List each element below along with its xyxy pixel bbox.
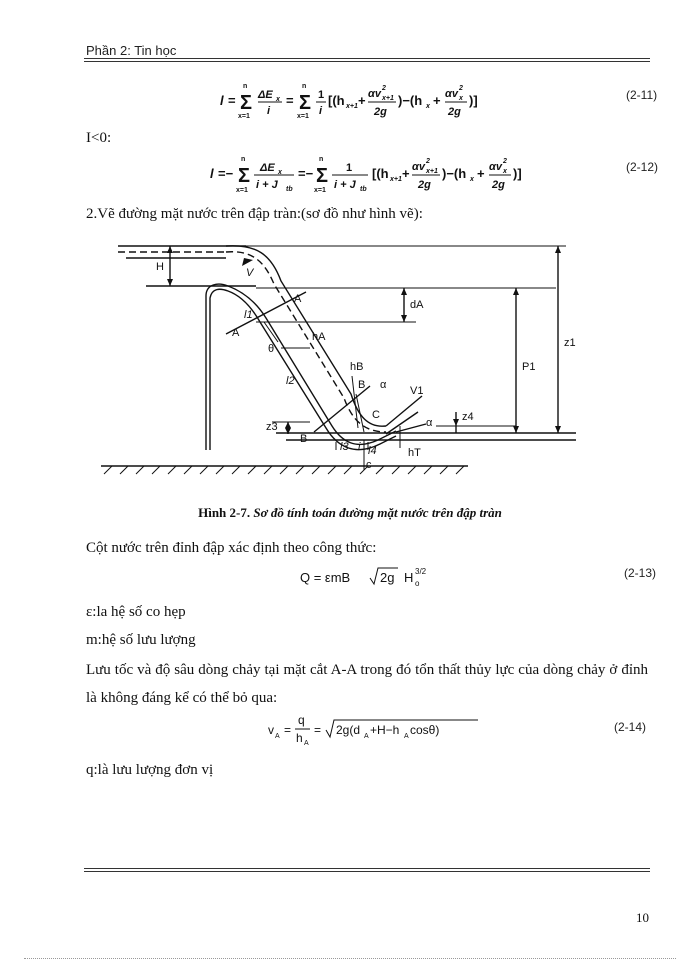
- label-z3: z3: [266, 421, 278, 433]
- svg-text:A: A: [304, 740, 309, 747]
- svg-text:n: n: [302, 83, 307, 90]
- footer-rule-2: [84, 871, 650, 872]
- definition-epsilon: ε:la hệ số co hẹp: [86, 604, 186, 620]
- svg-text:2g: 2g: [492, 179, 505, 191]
- svg-text:n: n: [319, 156, 324, 163]
- page-bottom-dotted-line: [24, 958, 676, 959]
- definition-q: q:là lưu lượng đơn vị: [86, 762, 214, 778]
- label-z1: z1: [564, 337, 576, 349]
- svg-text:+: +: [402, 166, 410, 181]
- label-hT: hT: [408, 447, 421, 459]
- label-B-top: B: [358, 379, 366, 391]
- equation-number-2-12: (2-12): [626, 160, 659, 174]
- header-rule-2: [84, 61, 650, 62]
- svg-text:l: l: [210, 166, 214, 181]
- svg-text:n: n: [243, 83, 248, 90]
- svg-text:x: x: [459, 95, 463, 102]
- svg-text:ΔE: ΔE: [260, 162, 275, 174]
- svg-text:x=1: x=1: [238, 113, 250, 120]
- svg-text:x+1: x+1: [382, 95, 394, 102]
- paragraph-velocity: Lưu tốc và độ sâu dòng chảy tại mặt cắt A-A trong đó tổn thất thủy lực của dòng chảy ở đỉnh là không đáng kể có thể bỏ qua:: [86, 662, 648, 706]
- label-dA: dA: [410, 299, 424, 311]
- svg-text:=−: =−: [298, 166, 314, 181]
- svg-text:Σ: Σ: [238, 165, 251, 187]
- label-alpha-right: α: [426, 417, 433, 429]
- svg-text:2g: 2g: [448, 106, 461, 118]
- running-header: Phần 2: Tin học: [86, 43, 177, 58]
- spillway-diagram: [96, 236, 596, 490]
- equation-number-2-13: (2-13): [624, 566, 657, 580]
- svg-text:q: q: [298, 713, 305, 727]
- label-V1: V1: [410, 385, 424, 397]
- svg-text:[(h: [(h: [328, 93, 345, 108]
- figure-caption: [0, 505, 700, 521]
- svg-text:αv: αv: [412, 161, 425, 173]
- svg-text:+: +: [358, 93, 366, 108]
- svg-text:+: +: [477, 166, 485, 181]
- svg-text:h: h: [296, 731, 303, 745]
- svg-text:i + J: i + J: [256, 179, 278, 191]
- svg-text:[(h: [(h: [372, 166, 389, 181]
- svg-text:ΔE: ΔE: [258, 89, 273, 101]
- svg-text:x=1: x=1: [236, 187, 248, 194]
- svg-text:tb: tb: [286, 186, 293, 193]
- svg-text:x+1: x+1: [390, 176, 402, 183]
- svg-text:)]: )]: [513, 166, 522, 181]
- svg-text:x+1: x+1: [346, 103, 358, 110]
- svg-text:Σ: Σ: [316, 165, 329, 187]
- svg-text:+H−h: +H−h: [370, 723, 400, 737]
- svg-text:x: x: [426, 103, 430, 110]
- equation-number-2-11: (2-11): [626, 88, 658, 102]
- header-rule: [84, 58, 650, 59]
- label-l3: l3: [340, 441, 349, 453]
- svg-text:Q = εmB: Q = εmB: [300, 570, 351, 585]
- svg-text:2: 2: [459, 85, 463, 92]
- svg-text:=: =: [228, 93, 236, 108]
- svg-text:x+1: x+1: [426, 168, 438, 175]
- svg-text:=: =: [314, 723, 322, 737]
- svg-text:2: 2: [382, 85, 386, 92]
- equation-2-14: [268, 710, 488, 750]
- svg-text:i: i: [267, 105, 271, 117]
- label-l1: l1: [244, 309, 253, 321]
- equation-2-12: [210, 150, 530, 198]
- svg-text:i + J: i + J: [334, 179, 356, 191]
- label-alpha-top: α: [380, 379, 387, 391]
- definition-m: m:hệ số lưu lượng: [86, 632, 196, 648]
- svg-text:)]: )]: [469, 93, 478, 108]
- label-hA: hA: [312, 331, 326, 343]
- svg-text:i: i: [319, 105, 323, 117]
- svg-text:1: 1: [318, 89, 325, 101]
- svg-text:2g: 2g: [374, 106, 387, 118]
- equation-number-2-14: (2-14): [614, 720, 647, 734]
- svg-text:2g(d: 2g(d: [336, 723, 361, 737]
- svg-text:=: =: [284, 723, 292, 737]
- footer-rule: [84, 868, 650, 869]
- svg-text:A: A: [404, 733, 409, 740]
- svg-text:x: x: [470, 176, 474, 183]
- svg-text:x: x: [276, 96, 280, 103]
- label-A-top: A: [294, 293, 302, 305]
- page-number: 10: [636, 910, 649, 925]
- svg-text:)−(h: )−(h: [442, 166, 467, 181]
- label-P1: P1: [522, 361, 536, 373]
- equation-2-11: [220, 78, 520, 124]
- label-C-top: C: [372, 409, 380, 421]
- label-z4: z4: [462, 411, 474, 423]
- svg-text:αv: αv: [368, 88, 381, 100]
- label-theta: θ: [268, 343, 275, 355]
- svg-text:cosθ): cosθ): [410, 723, 440, 737]
- svg-text:tb: tb: [360, 186, 367, 193]
- label-l4: l4: [368, 445, 377, 457]
- svg-text:=: =: [286, 93, 294, 108]
- label-i: i: [358, 441, 361, 453]
- svg-text:o: o: [415, 579, 420, 588]
- caption-prefix: Hình 2-7.: [198, 505, 251, 520]
- label-B-bottom: B: [300, 433, 308, 445]
- label-hB: hB: [350, 361, 364, 373]
- svg-text:A: A: [364, 733, 369, 740]
- label-H: H: [156, 261, 164, 273]
- svg-text:αv: αv: [445, 88, 458, 100]
- equation-2-13: [300, 560, 460, 590]
- label-c-bottom: c: [366, 459, 372, 471]
- paragraph-head: Cột nước trên đỉnh đập xác định theo công thức:: [86, 540, 377, 556]
- svg-text:x=1: x=1: [297, 113, 309, 120]
- svg-text:n: n: [241, 156, 246, 163]
- svg-text:x: x: [278, 169, 282, 176]
- svg-text:Σ: Σ: [299, 92, 312, 114]
- label-l2: l2: [286, 375, 295, 387]
- condition-text: I<0:: [86, 130, 112, 146]
- svg-text:x=1: x=1: [314, 187, 326, 194]
- svg-text:2g: 2g: [380, 570, 395, 585]
- svg-text:αv: αv: [489, 161, 502, 173]
- svg-text:2: 2: [426, 158, 430, 165]
- svg-text:Σ: Σ: [240, 92, 253, 114]
- svg-text:=−: =−: [218, 166, 234, 181]
- svg-text:H: H: [404, 570, 414, 585]
- svg-text:+: +: [433, 93, 441, 108]
- svg-text:v: v: [268, 723, 274, 737]
- svg-text:)−(h: )−(h: [398, 93, 423, 108]
- svg-text:1: 1: [346, 162, 353, 174]
- svg-text:2: 2: [503, 158, 507, 165]
- label-V: V: [246, 267, 254, 279]
- svg-text:A: A: [275, 733, 280, 740]
- svg-text:l: l: [220, 93, 224, 108]
- label-A-bottom: A: [232, 327, 240, 339]
- svg-text:2g: 2g: [418, 179, 431, 191]
- section-heading: 2.Vẽ đường mặt nước trên đập tràn:(sơ đồ như hình vẽ):: [86, 206, 423, 222]
- svg-text:x: x: [503, 168, 507, 175]
- svg-text:3/2: 3/2: [415, 567, 427, 576]
- caption-title: Sơ đồ tính toán đường mặt nước trên đập tràn: [253, 505, 502, 520]
